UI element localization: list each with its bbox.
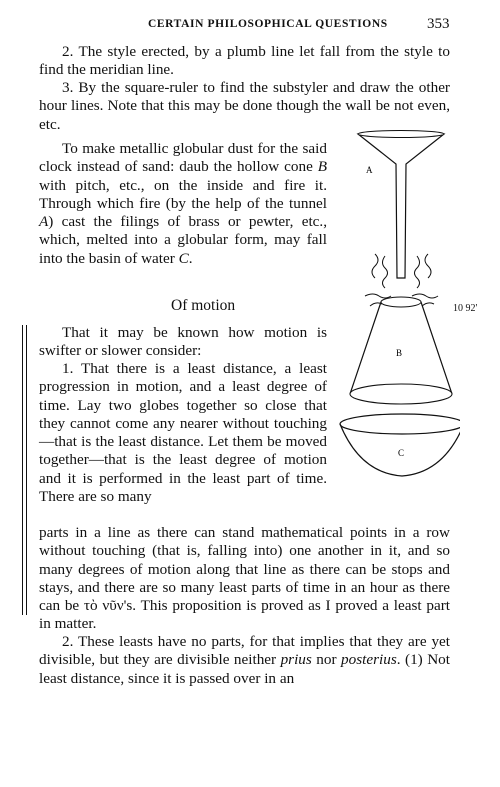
paragraph-square-ruler: 3. By the square-ruler to find the substyler and draw the other hour lines. Note that this may be done though the wall be not even, etc. bbox=[39, 79, 450, 133]
paragraph-globular-dust: To make metallic globular dust for the said clock instead of sand: daub the hollow cone B with pitch, etc., on the inside and fire it. Through which fire (by the help of the tunnel A) cast the filings of brass or pewter, etc., which, melted into a globular form, may fall into the basin of water C. bbox=[39, 140, 327, 267]
section-heading: Of motion bbox=[171, 297, 236, 314]
page-header bbox=[0, 16, 500, 36]
funnel-a-shape bbox=[358, 131, 444, 278]
running-head: CERTAIN PHILOSOPHICAL QUESTIONS bbox=[148, 18, 388, 30]
paragraph-least-distance: 1. That there is a least distance, a least progression in motion, and a least degree of time. Lay two globes together so close that they cannot come any nearer without touching—that is the least distance. Let them be moved together—that is the least degree of motion and it is performed in the least part of time. There are so many bbox=[39, 360, 327, 506]
paragraph-style-meridian: 2. The style erected, by a plumb line let fall from the style to find the meridian line. bbox=[39, 43, 450, 79]
funnel-cone-basin-diagram bbox=[330, 128, 460, 518]
paragraph-mathematical-points: parts in a line as there can stand mathematical points in a row without touching (that is, falling into) one another in it, and so many degrees of motion along that line as there can be stops and stays, and there are so many least parts of time in an hour as there can be τὸ νῦν's. This proposition is proved as I proved a least part in matter. bbox=[39, 524, 450, 633]
margin-rule-left bbox=[22, 325, 23, 615]
paragraph-motion-intro: That it may be known how motion is swifter or slower consider: bbox=[39, 324, 327, 360]
funnel-rim bbox=[358, 131, 444, 138]
cone-base bbox=[350, 384, 452, 404]
cone-top-rim bbox=[381, 297, 421, 307]
label-c: C bbox=[398, 448, 405, 458]
paragraph-leasts: 2. These leasts have no parts, for that implies that they are yet divisible, but they are divisible neither prius nor posterius. (1) Not least distance, since it is passed over in an bbox=[39, 633, 450, 687]
label-a: A bbox=[366, 165, 373, 175]
label-b: B bbox=[396, 348, 403, 358]
page-number: 353 bbox=[427, 16, 450, 32]
basin-rim bbox=[340, 414, 460, 434]
apparatus-figure bbox=[330, 128, 460, 518]
margin-note: 10 92' bbox=[453, 303, 478, 314]
margin-rule-right bbox=[26, 325, 27, 615]
